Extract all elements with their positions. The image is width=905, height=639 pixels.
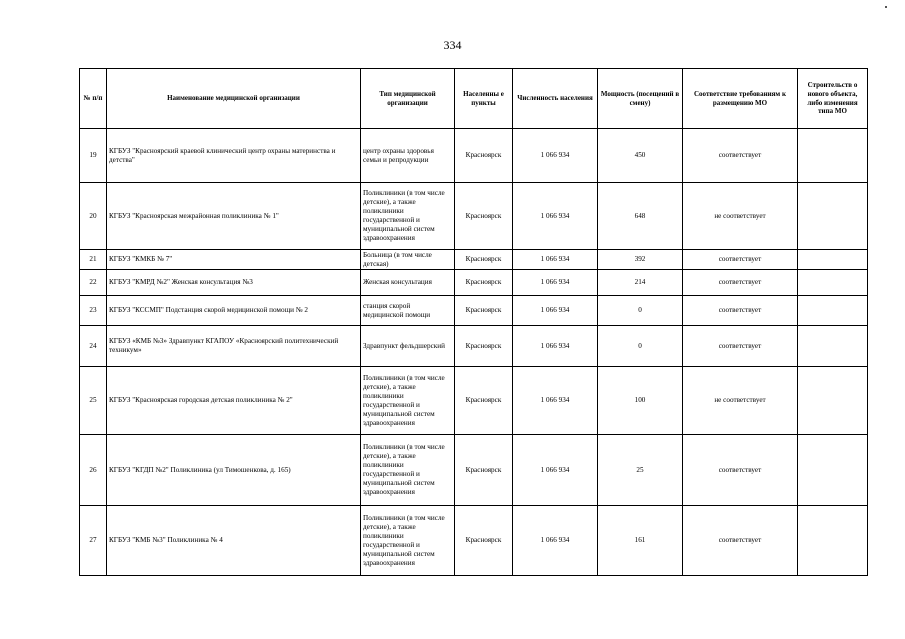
row-num: 25 (80, 367, 107, 435)
org-type: Больница (в том числе детская) (361, 250, 455, 270)
population: 1 066 934 (513, 506, 598, 576)
population: 1 066 934 (513, 129, 598, 183)
org-name: КГБУЗ "Красноярская городская детская поликлиника № 2" (107, 367, 361, 435)
org-type: Поликлиники (в том числе детские), а также поликлиники государственной и муниципальной систем здравоохранения (361, 367, 455, 435)
settlement: Красноярск (455, 129, 513, 183)
compliance: соответствует (683, 326, 798, 367)
header-population: Численность населения (513, 69, 598, 129)
org-name: КГБУЗ "КССМП" Подстанция скорой медицинской помощи № 2 (107, 296, 361, 326)
capacity: 648 (598, 183, 683, 250)
org-type: станция скорой медицинской помощи (361, 296, 455, 326)
header-capacity: Мощность (посещений в смену) (598, 69, 683, 129)
construction (798, 367, 868, 435)
org-type: Здравпункт фельдшерский (361, 326, 455, 367)
table-row (80, 129, 868, 183)
table-row (80, 250, 868, 270)
header-type: Тип медицинской организации (361, 69, 455, 129)
header-settlements: Населенны е пункты (455, 69, 513, 129)
compliance: не соответствует (683, 367, 798, 435)
settlement: Красноярск (455, 250, 513, 270)
capacity: 214 (598, 270, 683, 296)
table-header-row (80, 69, 868, 129)
row-num: 24 (80, 326, 107, 367)
compliance: соответствует (683, 435, 798, 506)
capacity: 25 (598, 435, 683, 506)
settlement: Красноярск (455, 296, 513, 326)
row-num: 22 (80, 270, 107, 296)
population: 1 066 934 (513, 435, 598, 506)
org-type: Поликлиники (в том числе детские), а также поликлиники государственной и муниципальной систем здравоохранения (361, 183, 455, 250)
population: 1 066 934 (513, 183, 598, 250)
row-num: 26 (80, 435, 107, 506)
header-num: № п/п (80, 69, 107, 129)
construction (798, 250, 868, 270)
org-name: КГБУЗ «КМБ №3» Здравпункт КГАПОУ «Красноярский политехнический техникум» (107, 326, 361, 367)
org-type: Поликлиники (в том числе детские), а также поликлиники государственной и муниципальной систем здравоохранения (361, 435, 455, 506)
population: 1 066 934 (513, 250, 598, 270)
construction (798, 183, 868, 250)
construction (798, 326, 868, 367)
scan-speck (885, 6, 887, 8)
settlement: Красноярск (455, 183, 513, 250)
compliance: соответствует (683, 250, 798, 270)
compliance: соответствует (683, 129, 798, 183)
table-row (80, 183, 868, 250)
table-row (80, 270, 868, 296)
row-num: 19 (80, 129, 107, 183)
capacity: 161 (598, 506, 683, 576)
compliance: соответствует (683, 270, 798, 296)
construction (798, 435, 868, 506)
settlement: Красноярск (455, 506, 513, 576)
compliance: не соответствует (683, 183, 798, 250)
compliance: соответствует (683, 296, 798, 326)
header-construction: Строительств о нового объекта, либо изменения типа МО (798, 69, 868, 129)
header-compliance: Соответствие требованиям к размещению МО (683, 69, 798, 129)
capacity: 450 (598, 129, 683, 183)
row-num: 20 (80, 183, 107, 250)
org-name: КГБУЗ "КГДП №2" Поликлиника (ул Тимошенкова, д. 165) (107, 435, 361, 506)
row-num: 21 (80, 250, 107, 270)
org-type: центр охраны здоровья семьи и репродукции (361, 129, 455, 183)
org-name: КГБУЗ "Красноярская межрайонная поликлиника № 1" (107, 183, 361, 250)
settlement: Красноярск (455, 326, 513, 367)
construction (798, 506, 868, 576)
construction (798, 270, 868, 296)
construction (798, 129, 868, 183)
page-number: 334 (443, 38, 462, 52)
org-name: КГБУЗ "Красноярский краевой клинический центр охраны материнства и детства" (107, 129, 361, 183)
table-row (80, 435, 868, 506)
table-row (80, 326, 868, 367)
org-name: КГБУЗ "КМБ №3" Поликлиника № 4 (107, 506, 361, 576)
capacity: 0 (598, 326, 683, 367)
org-type: Женская консультация (361, 270, 455, 296)
population: 1 066 934 (513, 367, 598, 435)
capacity: 100 (598, 367, 683, 435)
settlement: Красноярск (455, 367, 513, 435)
capacity: 392 (598, 250, 683, 270)
header-name: Наименование медицинской организации (107, 69, 361, 129)
table-row (80, 296, 868, 326)
table-row (80, 506, 868, 576)
table-row (80, 367, 868, 435)
medical-organizations-table (79, 68, 868, 576)
org-name: КГБУЗ "КМКБ № 7" (107, 250, 361, 270)
population: 1 066 934 (513, 296, 598, 326)
population: 1 066 934 (513, 270, 598, 296)
row-num: 23 (80, 296, 107, 326)
compliance: соответствует (683, 506, 798, 576)
population: 1 066 934 (513, 326, 598, 367)
capacity: 0 (598, 296, 683, 326)
org-name: КГБУЗ "КМРД №2" Женская консультация №3 (107, 270, 361, 296)
settlement: Красноярск (455, 435, 513, 506)
settlement: Красноярск (455, 270, 513, 296)
row-num: 27 (80, 506, 107, 576)
construction (798, 296, 868, 326)
org-type: Поликлиники (в том числе детские), а также поликлиники государственной и муниципальной систем здравоохранения (361, 506, 455, 576)
